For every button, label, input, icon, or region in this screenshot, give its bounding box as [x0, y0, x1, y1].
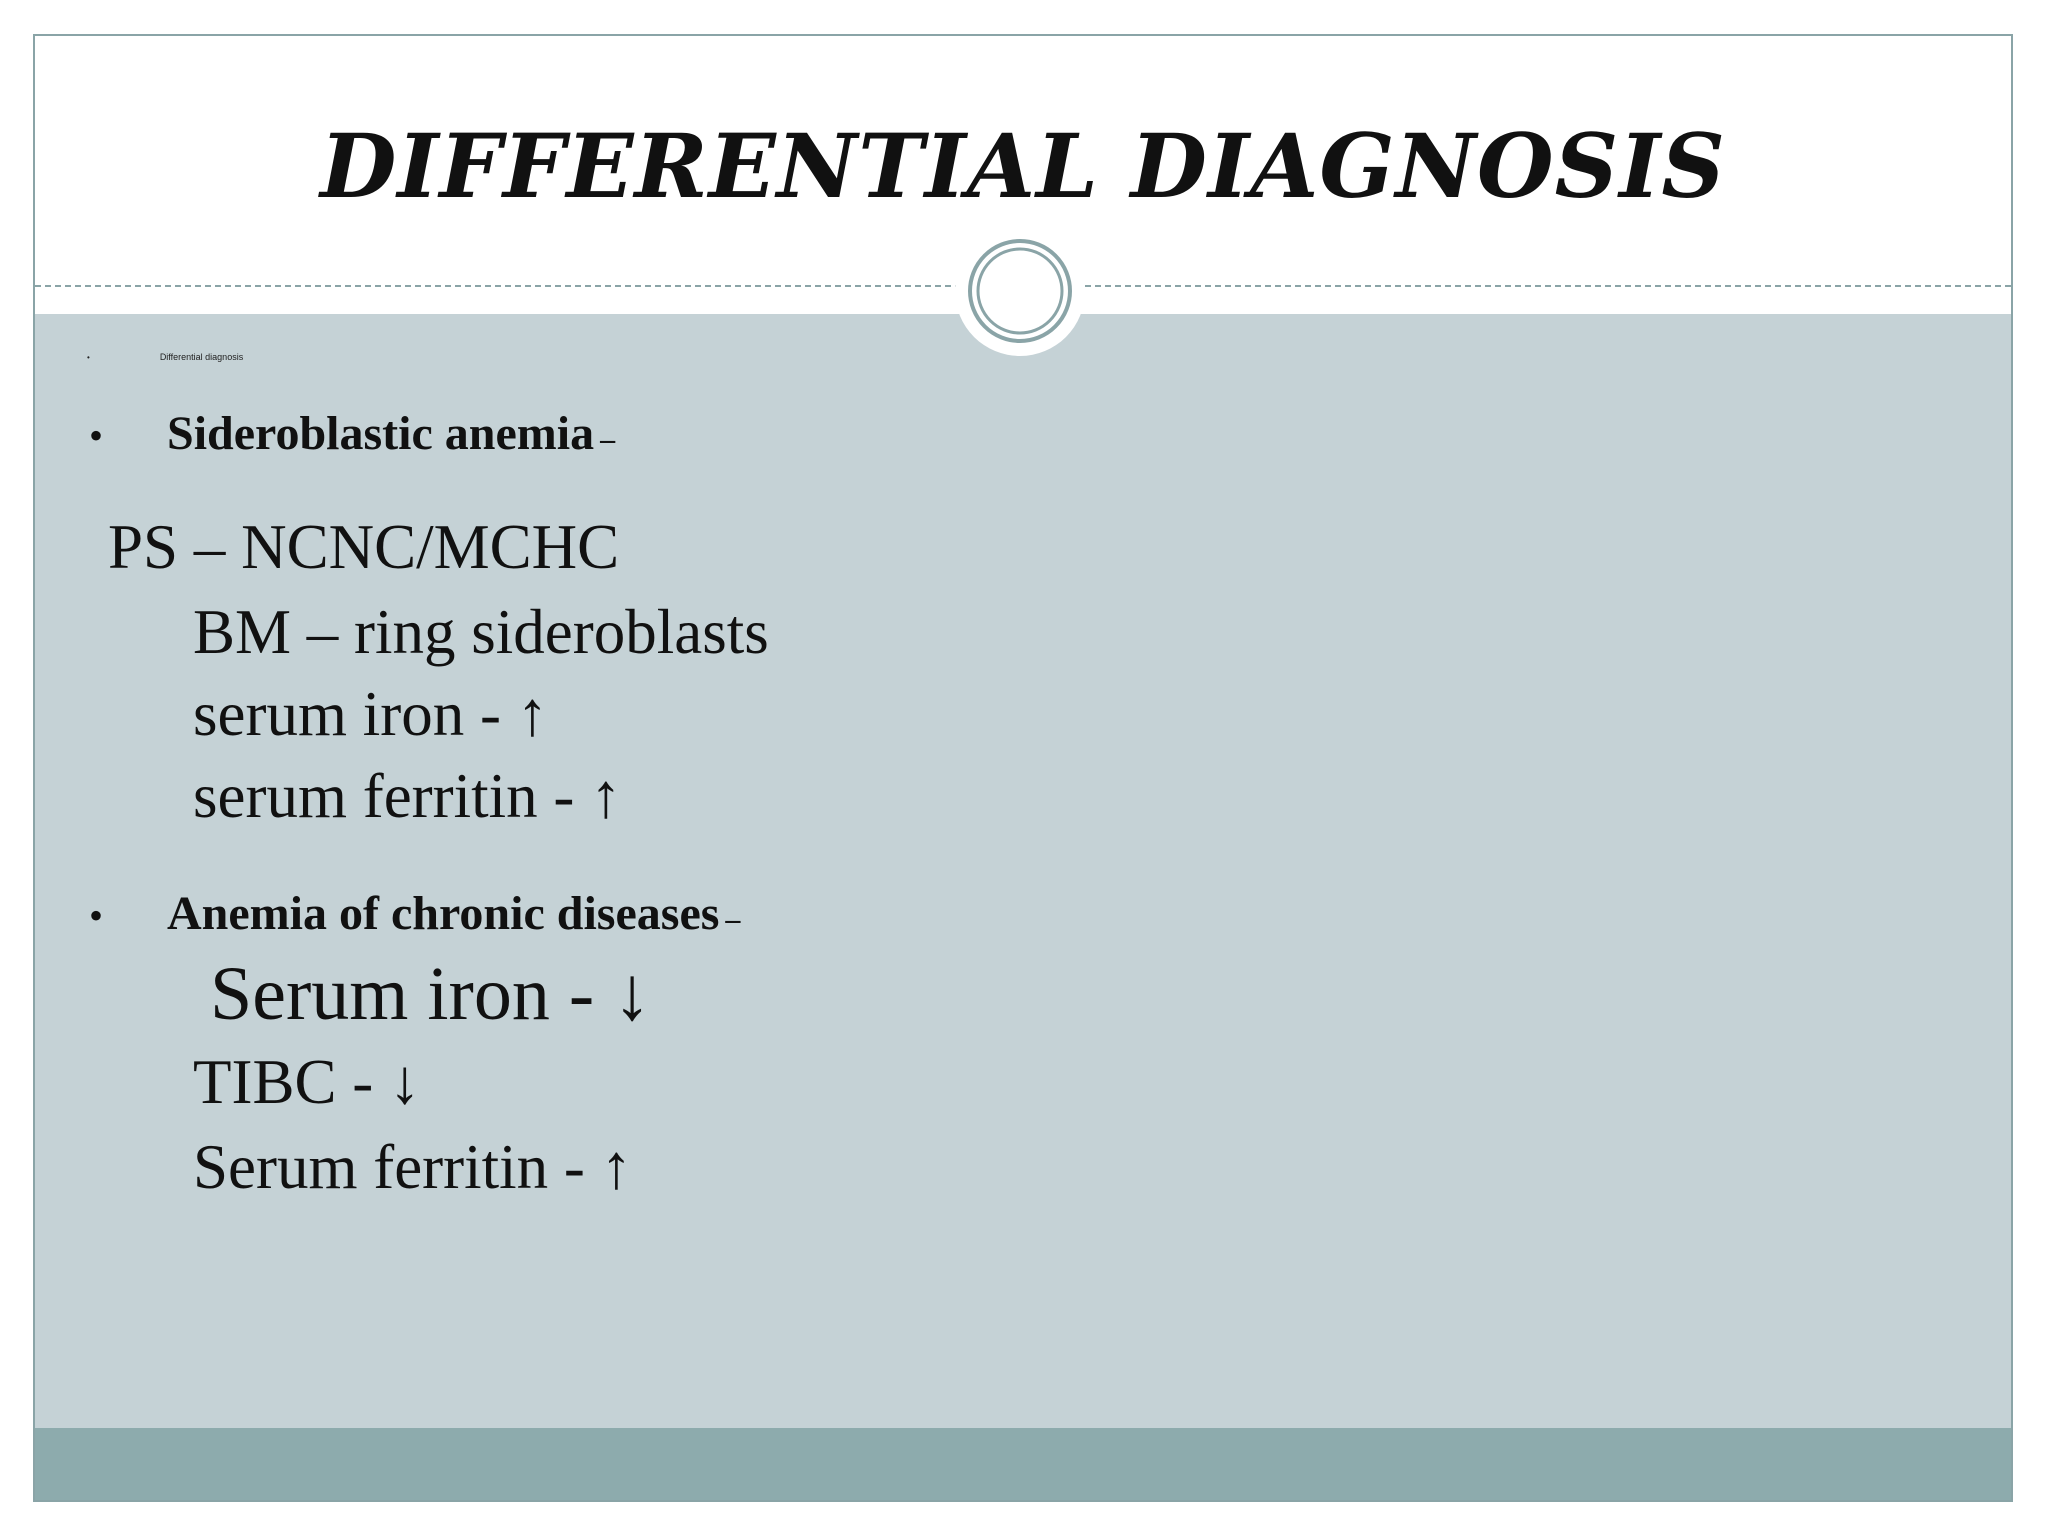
small-note — [87, 352, 243, 362]
bullet-icon: • — [89, 893, 104, 938]
section-heading-dash: – — [600, 423, 616, 456]
detail-line: TIBC - ↓ — [193, 1047, 421, 1117]
section-heading-chronic-disease — [89, 886, 740, 941]
section-heading-dash: – — [725, 903, 741, 936]
slide-title: DIFFERENTIAL DIAGNOSIS — [320, 114, 1726, 218]
detail-line: BM – ring sideroblasts — [193, 597, 769, 667]
section-heading-sideroblastic — [89, 406, 615, 461]
detail-line: PS – NCNC/MCHC — [108, 512, 620, 582]
detail-line: Serum ferritin - ↑ — [193, 1132, 633, 1202]
detail-line: serum iron - ↑ — [193, 679, 549, 749]
small-note-bullet: • — [87, 353, 90, 362]
detail-line: serum ferritin - ↑ — [193, 761, 622, 831]
slide — [33, 34, 2013, 1502]
section-heading-text: Anemia of chronic diseases — [167, 887, 720, 940]
small-note-text: Differential diagnosis — [159, 352, 244, 362]
bullet-icon: • — [89, 413, 104, 458]
detail-line: Serum iron - ↓ — [210, 952, 652, 1036]
double-ring-circle-icon — [955, 226, 1085, 356]
footer-band — [35, 1428, 2011, 1500]
section-heading-text: Sideroblastic anemia — [167, 407, 595, 460]
